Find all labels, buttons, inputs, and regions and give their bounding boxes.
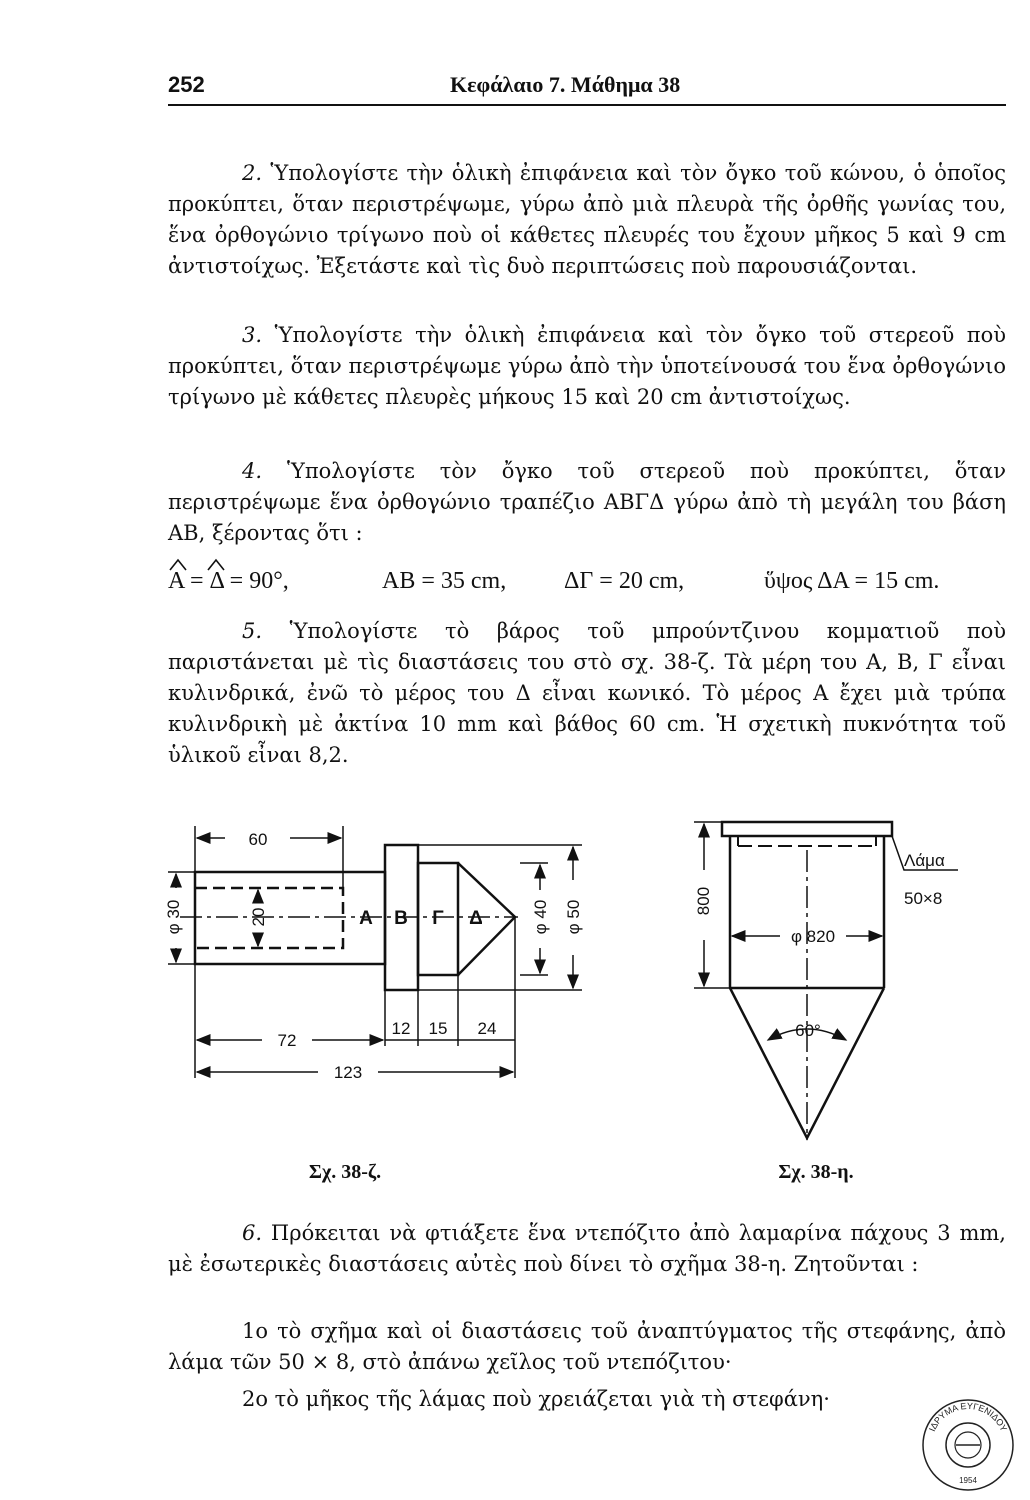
svg-text:ΙΔΡΥΜΑ ΕΥΓΕΝΙΔΟΥ: ΙΔΡΥΜΑ ΕΥΓΕΝΙΔΟΥ bbox=[926, 1400, 1009, 1433]
formula-height: ὕψος ΔΑ = 15 cm. bbox=[764, 568, 940, 594]
part-b-label: Β bbox=[394, 908, 408, 929]
caption-38h: Σχ. 38-η. bbox=[778, 1161, 854, 1183]
exercise-6-item-2: 2ο τὸ μῆκος τῆς λάμας ποὺ χρειάζεται γιὰ τὴ στεφάνη· bbox=[242, 1387, 830, 1411]
dim-12: 12 bbox=[391, 1019, 411, 1038]
dim-phi820: φ 820 bbox=[790, 927, 836, 946]
formula-ab: AB = 35 cm, bbox=[382, 568, 507, 594]
figure-38h-labels bbox=[694, 851, 945, 1183]
exercise-5-text: Ὑπολογίστε τὸ βάρος τοῦ μπρούντζινου κομματιοῦ ποὺ παριστάνεται μὲ τὶς διαστάσεις του στὸ σχ. 38-ζ. Τὰ μέρη του Α, Β, Γ εἶναι κυλινδρικά, ἐνῶ τὸ μέρος του Δ εἶναι κωνικό. Τὸ μέρος Α ἔχει μιὰ τρύπα κυλινδρικὴ μὲ ἀκτίνα 10 mm καὶ βάθος 60 cm. Ἡ σχετικὴ πυκνότητα τοῦ ὑλικοῦ εἶναι 8,2. bbox=[168, 619, 1006, 767]
dim-15: 15 bbox=[428, 1019, 448, 1038]
hole-outline bbox=[195, 888, 343, 948]
exercise-3-number: 3. bbox=[242, 323, 263, 347]
part-d-label: Δ bbox=[469, 908, 483, 929]
part-g-label: Γ bbox=[432, 908, 444, 929]
caption-38z: Σχ. 38-ζ. bbox=[308, 1161, 382, 1183]
dim-angle-60: 60° bbox=[795, 1021, 821, 1040]
exercise-6-item-1: 1ο τὸ σχῆμα καὶ οἱ διαστάσεις τοῦ ἀναπτύγματος τῆς στεφάνης, ἀπὸ λάμα τῶν 50 × 8, στὸ ἀπάνω χεῖλος τοῦ ντεπόζιτου· bbox=[168, 1319, 1006, 1374]
dim-20: 20 bbox=[249, 907, 268, 927]
part-a-body bbox=[195, 872, 385, 964]
page-number: 252 bbox=[168, 72, 205, 97]
part-d-cone bbox=[458, 863, 515, 975]
dim-phi40: φ 40 bbox=[531, 899, 550, 935]
exercise-6 bbox=[168, 1218, 1006, 1280]
exercise-6-number: 6. bbox=[242, 1221, 263, 1245]
exercise-2-number: 2. bbox=[242, 161, 263, 185]
formula-dg: ΔΓ = 20 cm, bbox=[564, 568, 685, 594]
strip-label: Λάμα bbox=[904, 851, 945, 870]
chapter-title: Κεφάλαιο 7. Μάθημα 38 bbox=[450, 72, 681, 97]
foundation-seal bbox=[918, 1395, 1018, 1495]
figure-38z-labels bbox=[164, 830, 583, 1183]
strip-size: 50×8 bbox=[904, 889, 943, 908]
dim-phi50: φ 50 bbox=[564, 899, 583, 935]
rim-strip bbox=[722, 822, 892, 836]
dim-24: 24 bbox=[477, 1019, 497, 1038]
exercise-4-number: 4. bbox=[242, 459, 263, 483]
exercise-5-number: 5. bbox=[242, 619, 263, 643]
dim-72: 72 bbox=[277, 1031, 297, 1050]
dim-60: 60 bbox=[248, 830, 268, 849]
exercise-3-text: Ὑπολογίστε τὴν ὁλικὴ ἐπιφάνεια καὶ τὸν ὄγκο τοῦ στερεοῦ ποὺ προκύπτει, ὅταν περιστρέψωμε γύρω ἀπὸ τὴν ὑποτείνουσά του ἕνα ὀρθογώνιο τρίγωνο μὲ κάθετες πλευρὲς μήκους 15 καὶ 20 cm ἀντιστοίχως. bbox=[168, 323, 1006, 409]
figure-38z bbox=[180, 845, 518, 990]
dim-123: 123 bbox=[333, 1063, 363, 1082]
exercise-6-text: Πρόκειται νὰ φτιάξετε ἕνα ντεπόζιτο ἀπὸ λαμαρίνα πάχους 3 mm, μὲ ἐσωτερικὲς διαστάσεις αὐτὲς ποὺ δίνει τὸ σχῆμα 38-η. Ζητοῦνται : bbox=[168, 1221, 1006, 1276]
dim-800: 800 bbox=[694, 886, 713, 916]
part-a-label: Α bbox=[359, 908, 373, 929]
formula-angles: A = Δ = 90°, bbox=[168, 568, 289, 594]
exercise-4-text: Ὑπολογίστε τὸν ὄγκο τοῦ στερεοῦ ποὺ προκύπτει, ὅταν περιστρέψωμε ἕνα ὀρθογώνιο τραπέζιο ΑΒΓΔ γύρω ἀπὸ τὴ μεγάλη του βάση ΑΒ, ξέροντας ὅτι : bbox=[168, 459, 1006, 545]
dim-phi30: φ 30 bbox=[164, 899, 183, 935]
figure-38z-dimensions bbox=[168, 826, 582, 1078]
svg-text:1954: 1954 bbox=[959, 1476, 977, 1485]
exercise-2-text: Ὑπολογίστε τὴν ὁλικὴ ἐπιφάνεια καὶ τὸν ὄγκο τοῦ κώνου, ὁ ὁποῖος προκύπτει, ὅταν περιστρέψωμε, γύρω ἀπὸ μιὰ πλευρὰ τῆς ὀρθῆς γωνίας του, ἕνα ὀρθογώνιο τρίγωνο ποὺ οἱ κάθετες πλευρές του ἔχουν μῆκος 5 καὶ 9 cm ἀντιστοίχως. Ἐξετάστε καὶ τὶς δυὸ περιπτώσεις ποὺ παρουσιάζονται. bbox=[168, 161, 1006, 278]
